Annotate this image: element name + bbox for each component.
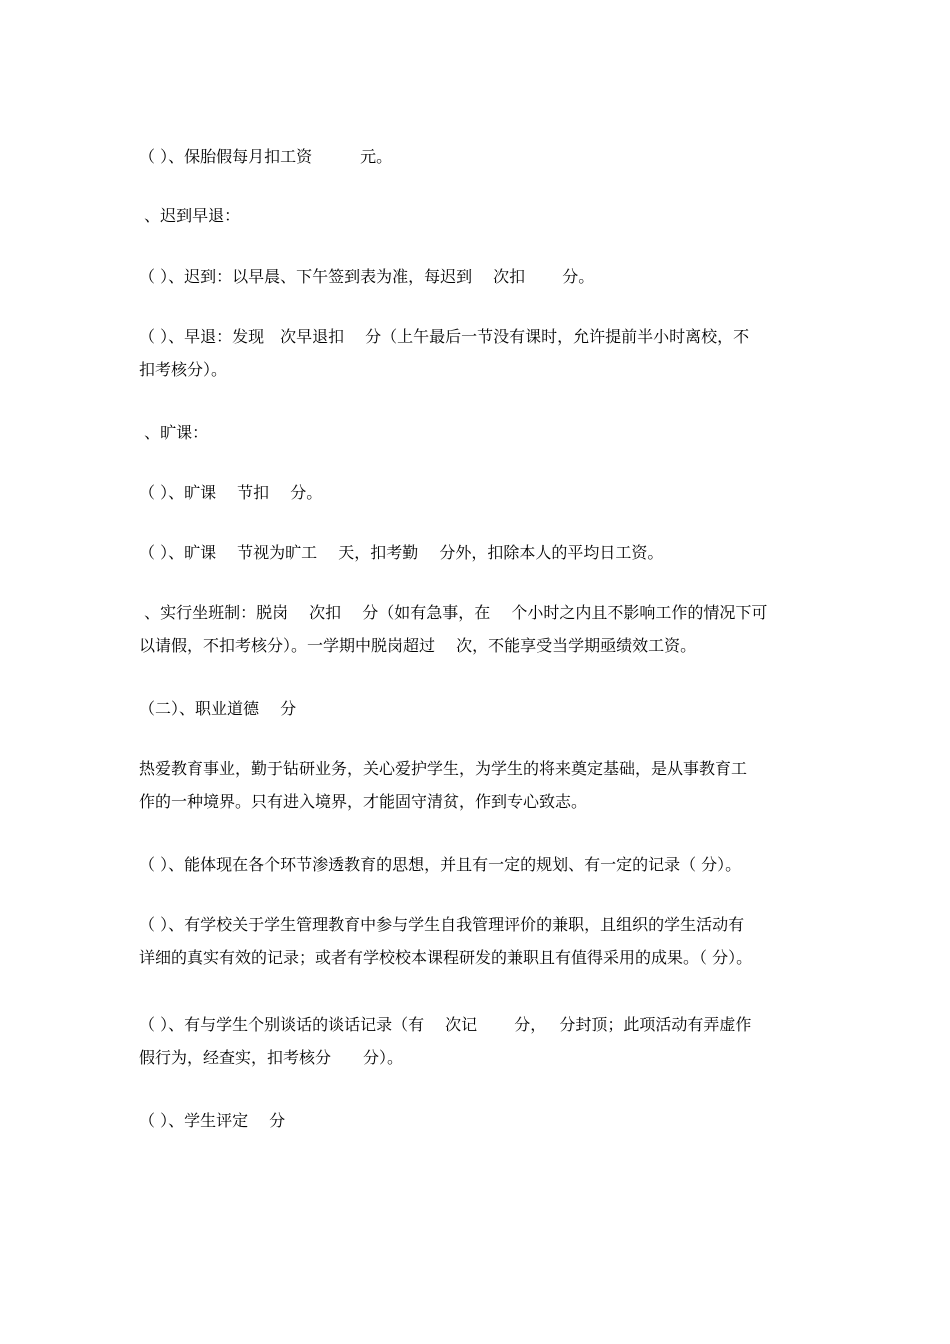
paragraph-absence-as-truancy [139, 536, 819, 569]
text-line: （ ）、有学校关于学生管理教育中参与学生自我管理评价的兼职，且组织的学生活动有 [139, 915, 745, 934]
paragraph-late [139, 260, 819, 293]
text-line: 热爱教育事业，勤于钻研业务，关心爱护学生，为学生的将来奠定基础，是从事教育工 [139, 759, 748, 778]
paragraph-ethics-item [139, 908, 819, 974]
text-line: （ ）、旷课 节扣 分。 [139, 483, 323, 502]
text-line: 、迟到早退： [139, 206, 241, 225]
text-line: 作的一种境界。只有进入境界，才能固守清贫，作到专心致志。 [139, 792, 588, 811]
paragraph-student-evaluation [139, 1104, 819, 1137]
text-line: 详细的真实有效的记录；或者有学校校本课程研发的兼职且有值得采用的成果。（ 分）。 [139, 948, 753, 967]
section-heading-professional-ethics [139, 692, 819, 725]
text-line: 假行为，经查实，扣考核分 分）。 [139, 1048, 404, 1067]
text-line: （ ）、保胎假每月扣工资 元。 [139, 147, 393, 166]
text-line: 扣考核分）。 [139, 360, 228, 379]
text-line: 以请假，不扣考核分）。一学期中脱岗超过 次，不能享受当学期亟绩效工资。 [139, 636, 697, 655]
text-line: 、旷课： [139, 423, 209, 442]
paragraph-sit-in-office [139, 596, 819, 662]
text-line: （ ）、能体现在各个环节渗透教育的思想，并且有一定的规划、有一定的记录（ 分）。 [139, 855, 742, 874]
text-line: （ ）、旷课 节视为旷工 天，扣考勤 分外，扣除本人的平均日工资。 [139, 543, 664, 562]
paragraph-ethics-item [139, 848, 819, 881]
text-line: （二）、职业道德 分 [139, 699, 297, 718]
paragraph-early-leave [139, 320, 819, 386]
section-heading-late-early [139, 199, 819, 232]
text-line: （ ）、学生评定 分 [139, 1111, 286, 1130]
paragraph-ethics-intro [139, 752, 819, 818]
section-heading-absence [139, 416, 819, 449]
text-line: （ ）、有与学生个别谈话的谈话记录（有 次记 分， 分封顶；此项活动有弄虚作 [139, 1015, 752, 1034]
text-line: （ ）、迟到：以早晨、下午签到表为准，每迟到 次扣 分。 [139, 267, 595, 286]
paragraph-maternity-leave [139, 140, 819, 173]
text-line: （ ）、早退：发现 次早退扣 分（上午最后一节没有课时，允许提前半小时离校，不 [139, 327, 750, 346]
text-line: 、实行坐班制：脱岗 次扣 分（如有急事，在 个小时之内且不影响工作的情况下可 [139, 603, 768, 622]
paragraph-ethics-item [139, 1008, 819, 1074]
paragraph-absence-deduct [139, 476, 819, 509]
